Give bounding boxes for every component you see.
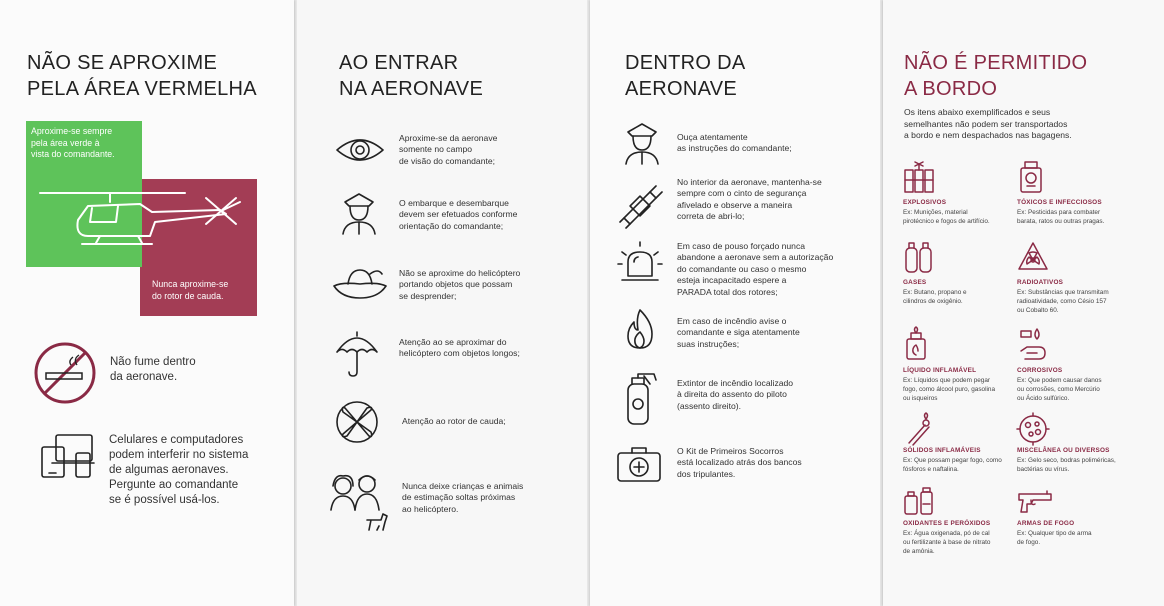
oxidizer-icon bbox=[903, 486, 935, 516]
item-label: RADIOATIVOS bbox=[1017, 279, 1064, 286]
boarding-item-text: Atenção ao rotor de cauda; bbox=[402, 416, 506, 426]
hat-icon bbox=[332, 264, 388, 304]
panel-boarding bbox=[297, 0, 587, 606]
panel-title: DENTRO DA AERONAVE bbox=[625, 52, 746, 100]
no-smoking-text: Não fume dentro da aeronave. bbox=[110, 356, 196, 383]
red-area-text: Nunca aproxime-se do rotor de cauda. bbox=[152, 279, 229, 301]
panel-approach bbox=[0, 0, 294, 606]
item-desc: Ex: Pesticidas para combater barata, ratos ou outras pragas. bbox=[1017, 209, 1105, 225]
inside-item-text: No interior da aeronave, mantenha-se sempre com o cinto de segurança afivelado e observe a maneira correta de abri-lo; bbox=[677, 177, 822, 222]
item-desc: Ex: Qualquer tipo de arma de fogo. bbox=[1017, 530, 1092, 546]
boarding-item-text: Nunca deixe crianças e animais de estimação soltas próximas ao helicóptero. bbox=[402, 481, 524, 514]
explosives-icon bbox=[903, 160, 935, 194]
item-label: EXPLOSIVOS bbox=[903, 199, 947, 206]
item-desc: Ex: Butano, propano e cilindros de oxigênio. bbox=[903, 289, 967, 305]
panel-inside bbox=[590, 0, 880, 606]
pilot-icon bbox=[339, 192, 379, 236]
panel-title: AO ENTRAR NA AERONAVE bbox=[339, 52, 484, 100]
devices-text: Celulares e computadores podem interferir no sistema de algumas aeronaves. Pergunte ao comandante se é possível usá-los. bbox=[109, 434, 249, 506]
item-desc: Ex: Gelo seco, bodras poliméricas, bactérias ou vírus. bbox=[1017, 457, 1116, 473]
inside-item-text: O Kit de Primeiros Socorros está localizado atrás dos bancos dos tripulantes. bbox=[677, 446, 802, 479]
no-smoking-icon bbox=[33, 341, 97, 405]
item-desc: Ex: Água oxigenada, pó de cal ou fertilizante à base de nitrato de amônia. bbox=[903, 530, 991, 555]
pilot-icon bbox=[622, 122, 662, 166]
prohibited-intro: Os itens abaixo exemplificados e seus semelhantes não podem ser transportados a bordo e nem despachados nas bagagens. bbox=[904, 107, 1072, 141]
item-desc: Ex: Munições, material pirotécnico e fogos de artifício. bbox=[903, 209, 990, 225]
panel-title: NÃO SE APROXIME PELA ÁREA VERMELHA bbox=[27, 52, 257, 100]
firearm-icon bbox=[1017, 488, 1053, 516]
item-label: CORROSIVOS bbox=[1017, 367, 1063, 374]
item-label: SÓLIDOS INFLAMÁVEIS bbox=[903, 447, 981, 454]
item-label: GASES bbox=[903, 279, 927, 286]
family-icon bbox=[327, 472, 391, 530]
boarding-item-text: Aproxime-se da aeronave somente no campo de visão do comandante; bbox=[399, 133, 498, 166]
flammable-solid-icon bbox=[903, 413, 931, 447]
misc-icon bbox=[1017, 413, 1049, 445]
inside-item-text: Ouça atentamente as instruções do comandante; bbox=[677, 132, 792, 154]
rotor-icon bbox=[335, 400, 379, 444]
devices-icon bbox=[40, 433, 96, 479]
item-label: MISCELÂNEA OU DIVERSOS bbox=[1017, 447, 1110, 454]
item-label: LÍQUIDO INFLAMÁVEL bbox=[903, 367, 977, 374]
toxic-icon bbox=[1017, 160, 1045, 194]
boarding-item-text: Não se aproxime do helicóptero portando objetos que possam se desprender; bbox=[399, 268, 521, 301]
siren-icon bbox=[616, 240, 664, 284]
item-label: TÓXICOS E INFECCIOSOS bbox=[1017, 199, 1102, 206]
helicopter-icon bbox=[30, 180, 260, 260]
inside-item-text: Em caso de incêndio avise o comandante e siga atentamente suas instruções; bbox=[677, 316, 800, 349]
item-desc: Ex: Substâncias que transmitam radioatividade, como Césio 157 ou Cobalto 60. bbox=[1017, 289, 1109, 314]
corrosive-icon bbox=[1017, 327, 1049, 361]
eye-icon bbox=[335, 134, 385, 166]
umbrella-icon bbox=[335, 330, 379, 378]
item-desc: Ex: Líquidos que podem pegar fogo, como álcool puro, gasolina ou isqueiros bbox=[903, 377, 996, 402]
panel-title: NÃO É PERMITIDO A BORDO bbox=[904, 52, 1088, 100]
extinguisher-icon bbox=[620, 370, 660, 426]
panel-prohibited bbox=[883, 0, 1164, 606]
item-desc: Ex: Que podem causar danos ou corrosões, como Mercúrio ou Ácido sulfúrico. bbox=[1017, 377, 1102, 402]
first-aid-icon bbox=[616, 445, 662, 483]
item-desc: Ex: Que possam pegar fogo, como fósforos e naftalina. bbox=[903, 457, 1002, 473]
green-area-text: Aproxime-se sempre pela área verde à vista do comandante. bbox=[31, 126, 115, 159]
seatbelt-icon bbox=[616, 182, 664, 230]
radioactive-icon bbox=[1017, 241, 1049, 273]
item-label: OXIDANTES E PERÓXIDOS bbox=[903, 520, 991, 527]
item-label: ARMAS DE FOGO bbox=[1017, 520, 1075, 527]
fire-icon bbox=[622, 308, 658, 352]
inside-item-text: Em caso de pouso forçado nunca abandone a aeronave sem a autorização do comandante ou caso o mesmo esteja incapacitado espere a PARADA total dos rotores; bbox=[677, 241, 834, 297]
boarding-item-text: O embarque e desembarque devem ser efetuados conforme orientação do comandante; bbox=[399, 198, 518, 231]
gas-icon bbox=[903, 240, 935, 274]
boarding-item-text: Atenção ao se aproximar do helicóptero com objetos longos; bbox=[399, 337, 520, 359]
inside-item-text: Extintor de incêndio localizado à direita do assento do piloto (assento direito). bbox=[677, 378, 794, 411]
flammable-liquid-icon bbox=[903, 327, 931, 361]
